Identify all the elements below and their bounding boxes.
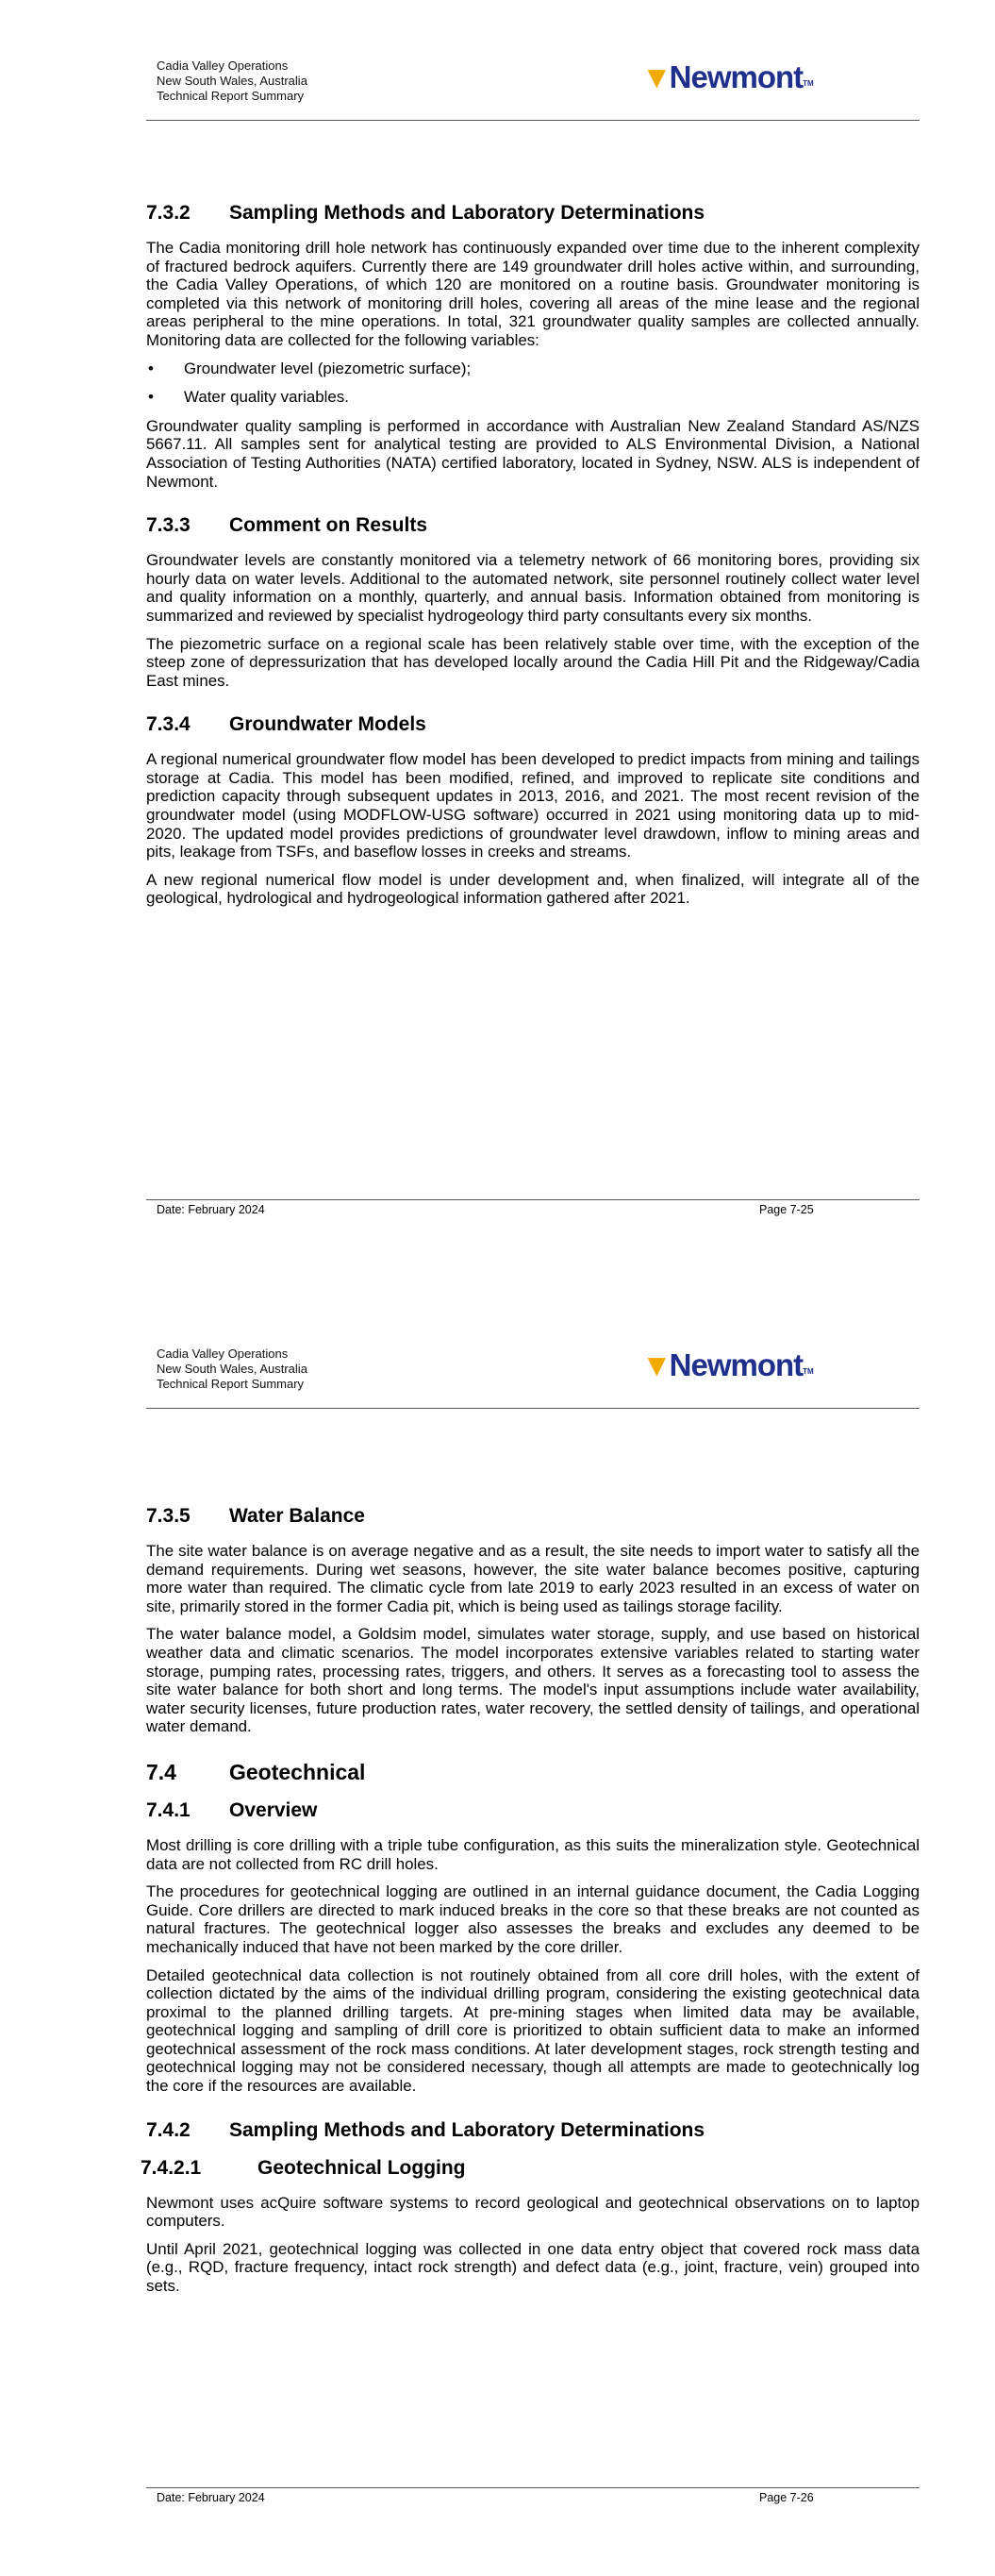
logo-chevron-icon: ▼ xyxy=(641,59,672,94)
page-footer xyxy=(146,1199,920,1216)
section-heading: 7.3.2 Sampling Methods and Laboratory Determinations xyxy=(146,202,705,224)
section-heading: 7.3.5 Water Balance xyxy=(146,1505,365,1527)
footer-date: Date: February 2024 xyxy=(157,2491,265,2504)
page-content xyxy=(141,1504,920,2305)
header-rule xyxy=(146,1408,920,1409)
paragraph: The piezometric surface on a regional scale has been relatively stable over time, with the exception of the steep zone of depressurization that has developed locally around the Cadia Hill Pit and the Ridgeway/Cadia East mines. xyxy=(146,634,920,690)
section-7-3-2 xyxy=(146,201,920,491)
page-footer xyxy=(146,2487,920,2504)
paragraph: Groundwater quality sampling is performed in accordance with Australian New Zealand Standard AS/NZS 5667.11. All samples sent for analytical testing are provided to ALS Environmental Division, a National Association of Testing Authorities (NATA) certified laboratory, located in Sydney, NSW. ALS is independent of Newmont. xyxy=(146,416,920,491)
paragraph: The site water balance is on average negative and as a result, the site needs to import water to satisfy all the demand requirements. During wet seasons, however, the site water balance becomes positive, capturing more water than required. The climatic cycle from late 2019 to early 2023 resulted in an excess of water on site, primarily stored in the former Cadia pit, which is being used as tailings storage facility. xyxy=(146,1542,920,1615)
section-7-3-4 xyxy=(146,712,920,908)
section-7-4-1 xyxy=(146,1798,920,2096)
header-line: Cadia Valley Operations xyxy=(157,59,289,73)
paragraph: The water balance model, a Goldsim model, simulates water storage, supply, and use based on historical weather data and climatic scenarios. The model incorporates extensive variables related to starting water storage, pumping rates, processing rates, triggers, and others. It serves as a forecasting tool to assess the site water balance for both short and long terms. The model's input assumptions include water availability, water security licenses, future production rates, water recovery, the settled density of tailings, and operational water demand. xyxy=(146,1625,920,1736)
footer-date: Date: February 2024 xyxy=(157,1203,265,1216)
paragraph: A new regional numerical flow model is under development and, when finalized, will integrate all of the geological, hydrological and hydrogeological information gathered after 2021. xyxy=(146,870,920,908)
newmont-logo: ▼NewmontTM xyxy=(641,59,814,94)
footer-page-number: Page 7-26 xyxy=(759,2491,814,2504)
section-7-3-5 xyxy=(146,1504,920,1736)
header-rule xyxy=(146,120,920,121)
section-7-4-2-1 xyxy=(141,2156,920,2296)
subsection-heading: 7.4.2.1 Geotechnical Logging xyxy=(141,2156,466,2179)
report-header xyxy=(157,59,307,104)
header-line: Technical Report Summary xyxy=(157,1377,305,1391)
header-line: Cadia Valley Operations xyxy=(157,1347,289,1361)
newmont-logo: ▼NewmontTM xyxy=(641,1347,814,1382)
paragraph: Newmont uses acQuire software systems to record geological and geotechnical observations on to laptop computers. xyxy=(146,2193,920,2231)
footer-page-number: Page 7-25 xyxy=(759,1203,814,1216)
bullet-list xyxy=(146,360,920,407)
section-heading: 7.4.1 Overview xyxy=(146,1798,318,1821)
page-7-26 xyxy=(0,1288,995,2576)
chapter-heading: 7.4 Geotechnical xyxy=(146,1759,366,1784)
paragraph: Most drilling is core drilling with a triple tube configuration, as this suits the mineralization style. Geotechnical data are not collected from RC drill holes. xyxy=(146,1835,920,1873)
paragraph: A regional numerical groundwater flow model has been developed to predict impacts from mining and tailings storage at Cadia. This model has been modified, refined, and improved to replicate site conditions and prediction capacity through subsequent updates in 2013, 2016, and 2021. The most recent revision of the groundwater model (using MODFLOW-USG software) occurred in 2021 using monitoring data up to mid-2020. The updated model provides predictions of groundwater level drawdown, inflow to mining areas and pits, leakage from TSFs, and baseflow losses in creeks and streams. xyxy=(146,750,920,861)
list-item: • Groundwater level (piezometric surface); xyxy=(146,360,920,378)
logo-chevron-icon: ▼ xyxy=(641,1347,672,1382)
report-header xyxy=(157,1347,307,1392)
section-heading: 7.4.2 Sampling Methods and Laboratory Determinations xyxy=(146,2118,705,2141)
header-line: New South Wales, Australia xyxy=(157,74,307,88)
section-heading: 7.3.4 Groundwater Models xyxy=(146,713,426,736)
header-line: New South Wales, Australia xyxy=(157,1362,307,1376)
paragraph: Groundwater levels are constantly monitored via a telemetry network of 66 monitoring bores, providing six hourly data on water levels. Additional to the automated network, site personnel routinely collect water level and quality information on a monthly, quarterly, and annual basis. Information obtained from monitoring is summarized and reviewed by specialist hydrogeology third party consultants every six months. xyxy=(146,551,920,625)
paragraph: Detailed geotechnical data collection is not routinely obtained from all core drill holes, with the extent of collection dictated by the aims of the individual drilling program, considering the existing geotechnical data proximal to the planned drilling targets. At pre-mining stages when limited data may be available, geotechnical logging and sampling of drill core is prioritized to obtain sufficient data to make an informed geotechnical assessment of the rock mass conditions. At later development stages, rock strength testing and geotechnical logging may not be considered necessary, though all attempts are made to geotechnically log the core if the resources are available. xyxy=(146,1965,920,2096)
list-item: • Water quality variables. xyxy=(146,388,920,407)
paragraph: Until April 2021, geotechnical logging was collected in one data entry object that covered rock mass data (e.g., RQD, fracture frequency, intact rock strength) and defect data (e.g., joint, fracture, vein) grouped into sets. xyxy=(146,2239,920,2296)
header-line: Technical Report Summary xyxy=(157,89,305,103)
paragraph: The procedures for geotechnical logging are outlined in an internal guidance document, the Cadia Logging Guide. Core drillers are directed to mark induced breaks in the core so that these breaks are not counted as natural fractures. The geotechnical logger also assesses the breaks and excludes any deemed to be mechanically induced that have not been marked by the core driller. xyxy=(146,1882,920,1956)
section-heading: 7.3.3 Comment on Results xyxy=(146,514,428,537)
page-content xyxy=(146,201,920,917)
section-7-3-3 xyxy=(146,513,920,690)
paragraph: The Cadia monitoring drill hole network has continuously expanded over time due to the inherent complexity of fractured bedrock aquifers. Currently there are 149 groundwater drill holes active within, and surrounding, the Cadia Valley Operations, of which 120 are monitored on a routine basis. Groundwater monitoring is completed via this network of monitoring drill holes, covering all areas of the mine lease and the regional areas peripheral to the mine operations. In total, 321 groundwater quality samples are collected annually. Monitoring data are collected for the following variables: xyxy=(146,239,920,349)
